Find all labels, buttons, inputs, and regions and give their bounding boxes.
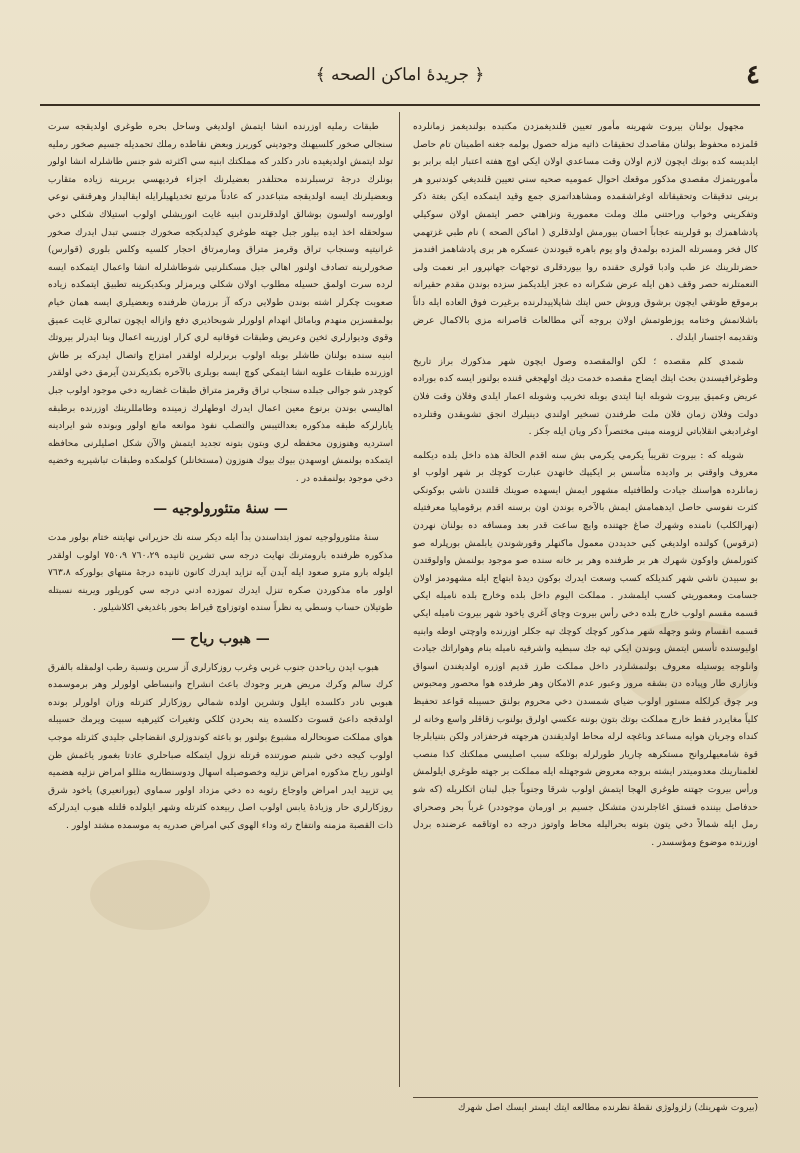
right-column xyxy=(413,118,758,857)
column-divider xyxy=(399,112,400,1087)
left-paragraph-2: سنهٔ متئورولوجيه تموز ابتداسندن بدأ ايله ديكر سنه نك حزيراني نهايتنه ختام بولور مدت مذكوره ظرفنده بارومترنك نهايت درجه سي تشرين ثانيده ٧٦٠،٢٩ ٧٥٠،٩ اولوب اولقدر ايلوله بارو مترو صعود ايله آيدن آيه تزايد ايدرك كانون ثانيده درجهٔ منتهاي بولوركه ٧٦٣،٨ اولور ماه مذكوردن صكره تنزل ايدرك تموزده ادني درجه سي كوريلور ويرينه نسبتله طوتيلان حساب وسطي يه نظراً سنده اوتوزاوچ قيراط بحور باغديغي اكلاشيلور . xyxy=(48,532,394,614)
right-paragraph-1: مجهول بولنان بيروت شهرينه مأمور تعيين قلنديغمزدن مكتبده بولنديغمز زمانلرده قلمزده محفوظ بولنان مقاصدك تحقيقات ذاتيه مزله حصول بولمه جغنه اطمينان تام حاصل ايلديسه كده بونك ايچون لازم اولان وقت مساعدي اولان ايكي اوچ هفته اعتبار ايله برابر بو مأموريتمزك مقصدي مذكور موقعك احوال عموميه صحيه سني تعيين قلنديغي كوندنبرو هر برينى تدقيقات وتحقيقاتله اوغراشقمده ومشاهداتمزي جمع وقيد ايتمكده ايكن بغتة ذكر وتفكريني وخواب وراحتني ملك وملت معمورية ونزاهتي حصر ايتمش اولان سوكيلي پادشاهمزك بو قولرينه عجاباً احسان بيورمش اولدقلري ( اماكن الصحه ) نام طبي غزتهمي كال فخر ومسرتله المزده بولمدق واو يوم باهره قيودندن عسكره هر برى پادشاهمز افندمز حضرتلرينك عز طب وادبا قولرى حقنده روا بيوردقلرى توجهات جهانپرور ابر نعمت ولى النعمتلرنه حصر وقف ذهن ايله عرض شكرانه ده عجز ايلديكمز سزده بوندن مقدم حقيرانه برموقع طوتقي ايچون برشوق وروش حس ايتك شاپلاييدلرنده برغيرت فوق العاده ايله داتاً باشلانمش وختامه يوزطوتمش اولان بروجه آتي مطالعات قاصرانه مزي بالاكمال عرض وتقديمه اجتسار ايلدك . xyxy=(413,121,758,344)
right-paragraph-3: شويله كه : بيروت تقريباً يكرمي يكرمي بش سنه اقدم الحالة هذه داخل بلده ديكلمه معروف واوقتي بر واديده متأسس بر ايكيپك خانهدن عبارت كوچك بر شهر اولوب او زمانلرده هواسنك جيادت ولطافتيله مشهور ايمش ايسهده صوينك قلتندن ناشي بوكونكي كثرت نفوسي حاصل ايدهمامش ايمش بالآخره بوندن اون برسنه اقدم برقوماپيا معرفتيله (نهرالكلب) نامنده وشهرك صاغ جهتنده وايچ ساعت قدر بعد ومسافه ده بولنان نهردن (ترقوس) كولنده اولديغي كبي حديددن معمول ماكنهلر وقورشوندن يابلمش بورپلرله صو كتورلمش واوكون شهرك هر بر طرفنده وهر بر خانه سنده صو موجود بولنمش واولوقتدن بو سبيدن ناشي شهر كنديلكه كسب وسعت ايدرك بوكون ديدهٔ ابتهاج ايله مشهودمز اولان جسامت ومعموريتي كسب ايلمشدر . مملكت اليوم داخل بلده وخارج بلده ناميله ايكي قسمه مقسم اولوب خارج بلده دخي رأس بيروت وچاي آغري ياخود شهر بيروت ناميله ايكي قسمه انقسام وشو وجهله شهر مذكور كوچك كوچك تپه جكلر اوزرنده واوچتي اوطه وابنيه اوليوسنده تأسس ايتمش وبوندن ايكي تپه جك سبطيه واشرفيه ناميله بنام وهواراتك جيادت وانلوجه يوستيله معروف بولنمشلردر داخل مملكت طرز قديم اوزره اولديغندن اسواق وبازاري طار وپياده دن بشقه مرور وعبور عدم الامكان وهر طرفده هوا محصور ومحبوس وبر چوق كرلكله مستور اولوب ضياي شمسدن دخي محروم بولنق حسيبله قواعد تحفيظ كلياً مغايردر فقط خارج مملكت بوتك بتون بوننه عكسي اولرق بولنوب زقاقلر واسع وخانه لر كنداه وجريان هوايه مساعد وباغچه لرله محاط اولديقندن هرجهته فرحفزادر ولكن بتنيابلرجا قوة شامعيهلروانح مستكرهه چاريار طورلرله بوتلكه سبب اصليسي مملكتك كذا منصب لغلمنارينك معدوميتدر ايشته بروجه معروض شوجهتله ايله مملكت بر جهته طوغري ايلولمش ورأس بيروت جهتنه طوغري الهجا ايتمش اولوب شرقا وجنوباً جبل لبنان اتكلريله (كه شو حدفاصل بيننده فستق اغاجلرندن متشكل جسيم بر اورمان موجوددر) غرباً بحر وصحراي رمل ايله شمالاً دخي يتون بتونه بحراليله محاط واوتوز درجه ده اوتاقمه عرضنده بردل اوزرنده موضوع ومؤسسدر . xyxy=(413,449,758,848)
journal-title: ﴿ جريدهٔ اماكن الصحه ﴾ xyxy=(315,65,485,85)
page-header xyxy=(40,58,760,102)
left-paragraph-3: هبوب ايدن رياحدن جنوب غربي وغرب روزكارلري آز سرين ونسبة رطب اولمقله بالفرق كرك سالم وكرك مريض هربر وجودك باعث انشراح وانبساطي اولورلر وهر برموسمده هبوبي نادر دكلسده ايلول وتشرين اولده شمالي روزكارلر كثرتله وزان اولورلر بونده اولدقجه داعئ قسوت دكلسده ينه بحردن كلكي وتغيرات كثيرهيه سبيت ويرمك حسيبله هواي مملكت صوبحالرله مشبوع بولنور بو باعثه كوندوزلري انقضاجلي جليدي كثرتله موجب اولوب كيجه دخي شبنم صورتنده قرتله نزول ايتمكله صباحلري عادتا بغمور ياغمش ظن اولنور رياح مذكوره امراض نزليه وخصوصيله اسهال ودوسنطاريه مثللو امراض نزليه هضميه يي تزييد ايدر امراض واوجاع رثويه ده دخي مزداد اولور سماوي (يورانعيري) ياخود شرق روزكارلري حار وزيادهٔ يابس اولوب اصل ربيعده كثرتله وشهر ايلولده قلتله هبوب ايدرلركه ذات القصبة مزمنه وانتفاخ رئه وداء الهوى كبي امراض صدريه يه موسمده مشتد اولور . xyxy=(48,661,393,831)
footer-note: (بيروت شهرينك) زلزولوژي نقطهٔ نظرنده مطالعه ايتك ايستر ايسك اصل شهرك xyxy=(413,1097,758,1113)
left-column xyxy=(48,118,393,841)
section-title-meteorology: — سنهٔ متئورولوجيه — xyxy=(153,501,288,518)
header-rule xyxy=(40,104,760,106)
right-paragraph-2: شمدي كلم مقصده ؛ لكن اوالمقصده وصول ايچون شهر مذكورك براز تاريخ وطوغرافيسندن بحث ايتك ايضاح مقصده خدمت ديك اولهجغي قننده بولنور ايسه كده بوراده عريض وعميق بيروت شوبله اينا ايتدي بوبله تخريب وشوبله اعمار ايلدي وفلان وقت فلان دولت وفلان زمان فلان ملت طرفندن تسخير اولندي دينيلرك انجق تشويقدن وقتلرده اوغرادبغي انقلاباتي لزومنه مبنى مختصراً ذكر ويان ايله جكز . xyxy=(413,355,758,438)
page-number: ٤ xyxy=(746,60,760,90)
paper-stain xyxy=(90,860,210,930)
left-paragraph-1: طبقات رمليه اوزرنده انشا ايتمش اولديغي وساحل بحره طوغري اولديقجه سرت سنجالي صخور كلسيهنك وجوديني كوريرز وبعض نقاطده رملك تحمديله جسيم صخور رمليه تولد ايتمش اولديغيده نادر دكلدر كه مملكتك ابنيه سي اكثرته شو جنس طاشلرله انشا اولور بونلرك درجهٔ ترسبلرنده محتلفدر بعضيلرنك اجزاء فرديهسي بربرينه زياده متقارب وبعضيلرنك ايسه اولديقجه متباعددر كه عادتاً مرتبع تخديلهيلرايله ايقاليدار وهرقنقي نوعي اولورسه اولسون بوشالق اولدقلرندن ابنيه غايت انوريشلي اولوب استيلاك شكلي دخي سولحقله اخذ ايده بيلور جبل جهته طوغري كيدلديكجه صخورك جنسي تبدل ايدرك صخور غرانيتيه وسنجاب تراق وقرمز متراق ومارمرتاق احجار كلسيه وكلس بلوري (قوارس) صخورلرينه تصادف اولنور اهالي جبل مسكنلرنيي شوطاشلرله انشا واعمال ايتمكده ايسه لرده سرت اولمق حسيله مطلوب اولان شكلي ويرمزلر وبكديكرينه تطبيق ايتمكده زياده صعوبت چكرلر اشته بوندن طولايي دركه آز برزمان ظرفنده وبعضيلري ايسه همان خيام بولمقسزين منهدم وبامائل انهدام اولورلر شوبحاذيري دفع وازاله ايچون تمالري غايت عميق وقوي وديوارلري ثخين وعريض وطبقات فوقانيه لري كرار اوزرينه اعمال وبنا ايدرلر بيروتك ابنيه سنده بولنان طاشلر بوبله اولوب بربرلرله اولقدر امتزاج واتصال ايدركه بر طاش اوزرنده طبقات علويه انشا ايتمكي كوچ ايسه بوبلرى بالآخره بكديكرندن آيرمق دخي اولقدر كوچدر شو جوالى جبلده سنجاب تراق وقرمز متراق طبقات غضاريه دخي موجود اولوب جبل اهاليسي بوندن برنوع معين اعمال ايدرك اوطهلرك زمينده وطامللرينك اوزرنده برطبقه يابارلركه طبقه مذكوره بعدالتيبس والتصلب نفوذ موانعه مانع اولور وبونده شو ايرادينه استرديه وهنوزون محفظه لري وبتون بتونه تجديد ايتمش والآن شكل اصليلرنى محافظه ايتمكده بولنمش اوسهدن بيوك بيوك هنوزون (مستخانلر) كولمكده وطبقات تباشيريه وخضيه دخي موجود بولنمقده در . xyxy=(48,121,393,484)
section-title-winds: — هبوب رياح — xyxy=(171,631,270,648)
